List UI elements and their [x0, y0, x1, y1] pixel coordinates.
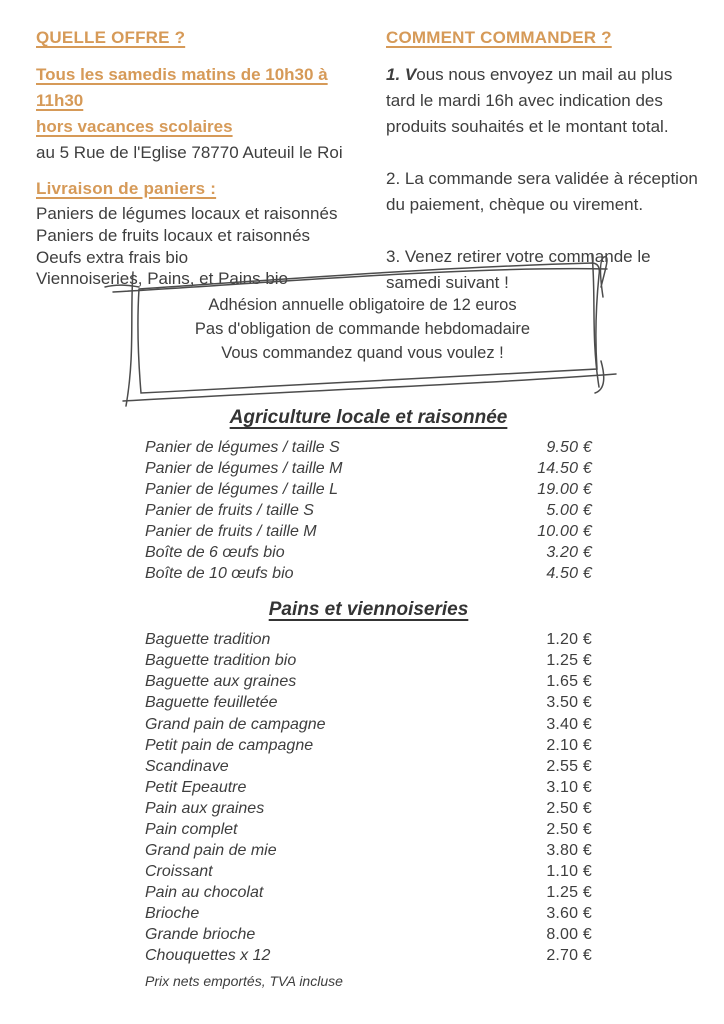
menu-item-row — [145, 777, 592, 798]
menu-item-name: Baguette tradition — [145, 631, 271, 649]
menu-item-price: 2.50 € — [546, 799, 592, 817]
menu-item-price: 3.10 € — [546, 778, 592, 796]
footer-note: Prix nets emportés, TVA incluse — [145, 973, 343, 989]
menu-item-row — [145, 756, 592, 777]
menu-item-row — [145, 458, 592, 479]
section-pains — [145, 598, 592, 966]
order-step-3: 3. Venez retirer votre commande le samedi suivant ! — [386, 247, 651, 292]
menu-item-price: 4.50 € — [546, 565, 592, 583]
menu-item-row — [145, 861, 592, 882]
menu-item-name: Pain aux graines — [145, 799, 265, 817]
menu-item-name: Boîte de 6 œufs bio — [145, 544, 285, 562]
membership-notice-text — [95, 293, 630, 365]
menu-item-price: 3.20 € — [546, 544, 592, 562]
delivery-item: Paniers de fruits locaux et raisonnés — [36, 225, 311, 245]
menu-item-price: 1.20 € — [546, 631, 592, 649]
schedule-text — [36, 62, 368, 140]
menu-item-price: 10.00 € — [537, 523, 592, 541]
notice-line: Vous commandez quand vous voulez ! — [221, 344, 504, 362]
section-agriculture — [145, 406, 592, 584]
address-text: au 5 Rue de l'Eglise 78770 Auteuil le Roi — [36, 143, 343, 162]
menu-item-name: Panier de légumes / taille S — [145, 439, 340, 456]
menu-item-row — [145, 714, 592, 735]
menu-item-row — [145, 500, 592, 521]
section-title: Agriculture locale et raisonnée — [229, 407, 508, 428]
order-step-1 — [386, 62, 704, 140]
menu-item-row — [145, 650, 592, 671]
menu-item-row — [145, 798, 592, 819]
delivery-heading: Livraison de paniers : — [36, 179, 217, 198]
menu-item-price: 19.00 € — [537, 481, 592, 499]
menu-item-row — [145, 840, 592, 861]
menu-item-row — [145, 437, 592, 458]
menu-item-name: Petit Epeautre — [145, 778, 247, 796]
menu-item-row — [145, 563, 592, 584]
menu-item-name: Grande brioche — [145, 925, 256, 943]
menu-item-row — [145, 542, 592, 563]
order-step-1-number: 1. V — [386, 65, 417, 84]
menu-item-name: Grand pain de mie — [145, 841, 277, 859]
menu-item-price: 1.25 € — [546, 883, 592, 901]
membership-notice-box — [95, 243, 630, 408]
menu-item-name: Grand pain de campagne — [145, 715, 326, 733]
menu-item-price: 3.50 € — [546, 694, 592, 712]
menu-item-price: 1.65 € — [546, 673, 592, 691]
menu-item-price: 1.25 € — [546, 652, 592, 670]
order-heading: COMMENT COMMANDER ? — [386, 28, 612, 47]
menu-item-name: Panier de légumes / taille M — [145, 460, 343, 478]
menu-item-row — [145, 735, 592, 756]
price-list — [145, 406, 592, 966]
menu-item-row — [145, 924, 592, 945]
order-step-2: 2. La commande sera validée à réception du paiement, chèque ou virement. — [386, 169, 698, 214]
menu-item-name: Pain complet — [145, 820, 238, 838]
menu-item-row — [145, 819, 592, 840]
schedule-line-1: Tous les samedis matins de 10h30 à 11h30 — [36, 65, 328, 110]
menu-item-row — [145, 945, 592, 966]
delivery-item: Viennoiseries, Pains, et Pains bio — [36, 269, 289, 289]
notice-line: Pas d'obligation de commande hebdomadaire — [194, 320, 531, 338]
menu-item-price: 2.10 € — [546, 736, 592, 754]
menu-item-name: Croissant — [145, 862, 213, 880]
delivery-item: Oeufs extra frais bio — [36, 247, 189, 267]
menu-item-name: Panier de légumes / taille L — [145, 481, 338, 499]
menu-item-name: Chouquettes x 12 — [145, 947, 271, 965]
menu-item-price: 2.50 € — [546, 820, 592, 838]
menu-item-price: 3.40 € — [546, 715, 592, 733]
menu-item-name: Scandinave — [145, 757, 229, 775]
schedule-line-2: hors vacances scolaires — [36, 117, 233, 136]
section-title: Pains et viennoiseries — [268, 599, 469, 621]
menu-item-name: Baguette tradition bio — [145, 652, 297, 670]
menu-item-row — [145, 671, 592, 692]
menu-item-price: 8.00 € — [546, 925, 592, 943]
menu-item-row — [145, 479, 592, 500]
menu-item-price: 2.55 € — [546, 757, 592, 775]
menu-item-name: Boîte de 10 œufs bio — [145, 565, 294, 583]
menu-item-price: 3.80 € — [546, 841, 592, 859]
menu-item-name: Baguette feuilletée — [145, 694, 278, 712]
menu-item-price: 9.50 € — [546, 439, 592, 456]
menu-item-name: Pain au chocolat — [145, 883, 264, 901]
menu-item-row — [145, 692, 592, 713]
menu-item-price: 14.50 € — [537, 460, 592, 478]
menu-item-row — [145, 903, 592, 924]
menu-item-name: Panier de fruits / taille S — [145, 502, 314, 520]
menu-item-price: 3.60 € — [546, 904, 592, 922]
menu-item-row — [145, 629, 592, 650]
menu-item-price: 5.00 € — [546, 502, 592, 520]
menu-item-price: 1.10 € — [546, 862, 592, 880]
menu-item-name: Panier de fruits / taille M — [145, 523, 317, 541]
delivery-item: Paniers de légumes locaux et raisonnés — [36, 204, 338, 223]
menu-item-name: Baguette aux graines — [145, 673, 297, 691]
menu-item-row — [145, 882, 592, 903]
menu-item-price: 2.70 € — [546, 947, 592, 965]
menu-item-name: Petit pain de campagne — [145, 736, 314, 754]
offer-heading: QUELLE OFFRE ? — [36, 28, 186, 47]
menu-item-row — [145, 521, 592, 542]
menu-item-name: Brioche — [145, 904, 200, 922]
order-step-1-text: ous nous envoyez un mail au plus tard le mardi 16h avec indication des produits souhaités et le montant total. — [386, 65, 673, 136]
notice-line: Adhésion annuelle obligatoire de 12 euros — [208, 296, 517, 314]
